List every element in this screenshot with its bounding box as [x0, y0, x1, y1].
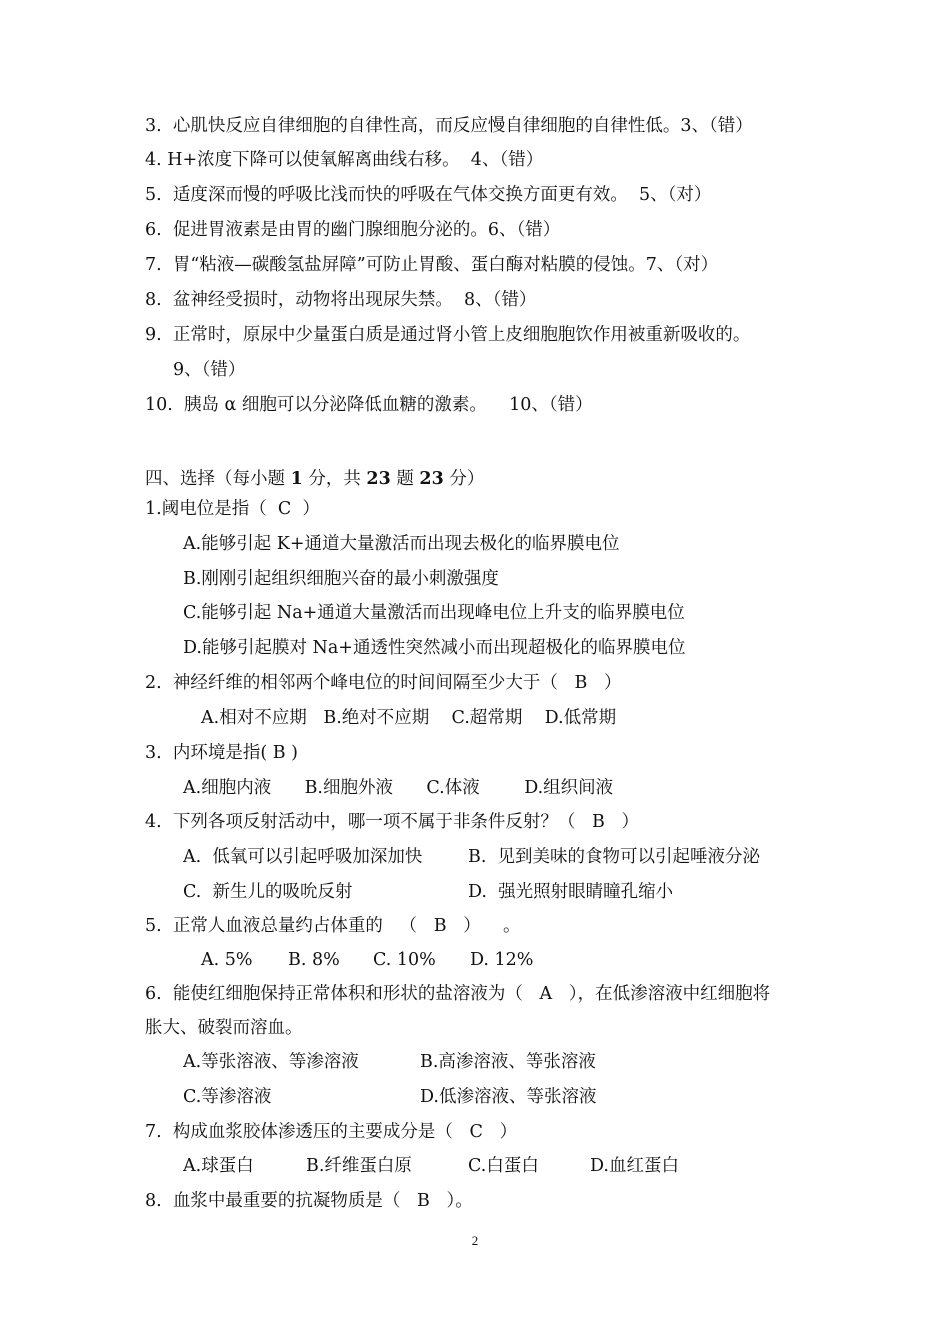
tf-item-4: 4. H+浓度下降可以使氧解离曲线右移。 4、（错） [145, 150, 544, 170]
tf-item-5: 5. 适度深而慢的呼吸比浅而快的呼吸在气体交换方面更有效。 5、（对） [145, 185, 712, 205]
q7-option-b: B.纤维蛋白原 [306, 1156, 412, 1176]
section-heading: 四、选择（每小题 1 分，共 23 题 23 分） [145, 469, 485, 489]
q5-option-c: C. 10% [373, 950, 436, 970]
q7-option-c: C.白蛋白 [468, 1156, 539, 1176]
question-4: 4. 下列各项反射活动中，哪一项不属于非条件反射？（ B ） [145, 812, 640, 832]
q1-option-c: C.能够引起 Na+通道大量激活而出现峰电位上升支的临界膜电位 [183, 603, 685, 623]
q3-options: A.细胞内液 B.细胞外液 C.体液 D.组织间液 [183, 778, 614, 798]
tf-item-9-answer: 9、（错） [173, 360, 246, 380]
tf-item-7: 7. 胃“粘液—碳酸氢盐屏障”可防止胃酸、蛋白酶对粘膜的侵蚀。7、（对） [145, 255, 719, 275]
question-5: 5. 正常人血液总量约占体重的 （ B ） 。 [145, 916, 521, 936]
q4-option-a: A. 低氧可以引起呼吸加深加快 [183, 847, 423, 867]
q5-option-a: A. 5% [201, 950, 253, 970]
page-number: 2 [471, 1233, 479, 1248]
q1-option-b: B.刚刚引起组织细胞兴奋的最小刺激强度 [183, 569, 499, 589]
q5-option-d: D. 12% [470, 950, 534, 970]
q4-option-c: C. 新生儿的吸吮反射 [183, 882, 353, 902]
question-6-continued: 胀大、破裂而溶血。 [145, 1018, 303, 1038]
question-2: 2. 神经纤维的相邻两个峰电位的时间间隔至少大于（ B ） [145, 673, 622, 693]
q6-option-b: B.高渗溶液、等张溶液 [420, 1052, 596, 1072]
q1-option-d: D.能够引起膜对 Na+通透性突然减小而出现超极化的临界膜电位 [183, 638, 686, 658]
tf-item-3: 3. 心肌快反应自律细胞的自律性高，而反应慢自律细胞的自律性低。3、（错） [145, 116, 753, 136]
q5-option-b: B. 8% [288, 950, 340, 970]
q4-option-d: D. 强光照射眼睛瞳孔缩小 [468, 882, 674, 902]
q7-option-d: D.血红蛋白 [590, 1156, 679, 1176]
tf-item-9: 9. 正常时，原尿中少量蛋白质是通过肾小管上皮细胞胞饮作用被重新吸收的。 [145, 325, 751, 345]
tf-item-10: 10. 胰岛 α 细胞可以分泌降低血糖的激素。 10、（错） [145, 395, 593, 415]
q2-options: A.相对不应期 B.绝对不应期 C.超常期 D.低常期 [201, 708, 617, 728]
q4-option-b: B. 见到美味的食物可以引起唾液分泌 [468, 847, 761, 867]
q6-option-c: C.等渗溶液 [183, 1087, 272, 1107]
tf-item-6: 6. 促进胃液素是由胃的幽门腺细胞分泌的。6、（错） [145, 220, 561, 240]
tf-item-8: 8. 盆神经受损时，动物将出现尿失禁。 8、（错） [145, 290, 537, 310]
q7-option-a: A.球蛋白 [183, 1156, 254, 1176]
question-7: 7. 构成血浆胶体渗透压的主要成分是（ C ） [145, 1122, 518, 1142]
question-1: 1.阈电位是指（ C ） [145, 499, 320, 519]
q1-option-a: A.能够引起 K+通道大量激活而出现去极化的临界膜电位 [183, 534, 620, 554]
question-8: 8. 血浆中最重要的抗凝物质是（ B ）。 [145, 1191, 473, 1211]
question-6: 6. 能使红细胞保持正常体积和形状的盐溶液为（ A ），在低渗溶液中红细胞将 [145, 984, 771, 1004]
q6-option-d: D.低渗溶液、等张溶液 [420, 1087, 597, 1107]
question-3: 3. 内环境是指( B ) [145, 743, 298, 763]
q6-option-a: A.等张溶液、等渗溶液 [183, 1052, 359, 1072]
